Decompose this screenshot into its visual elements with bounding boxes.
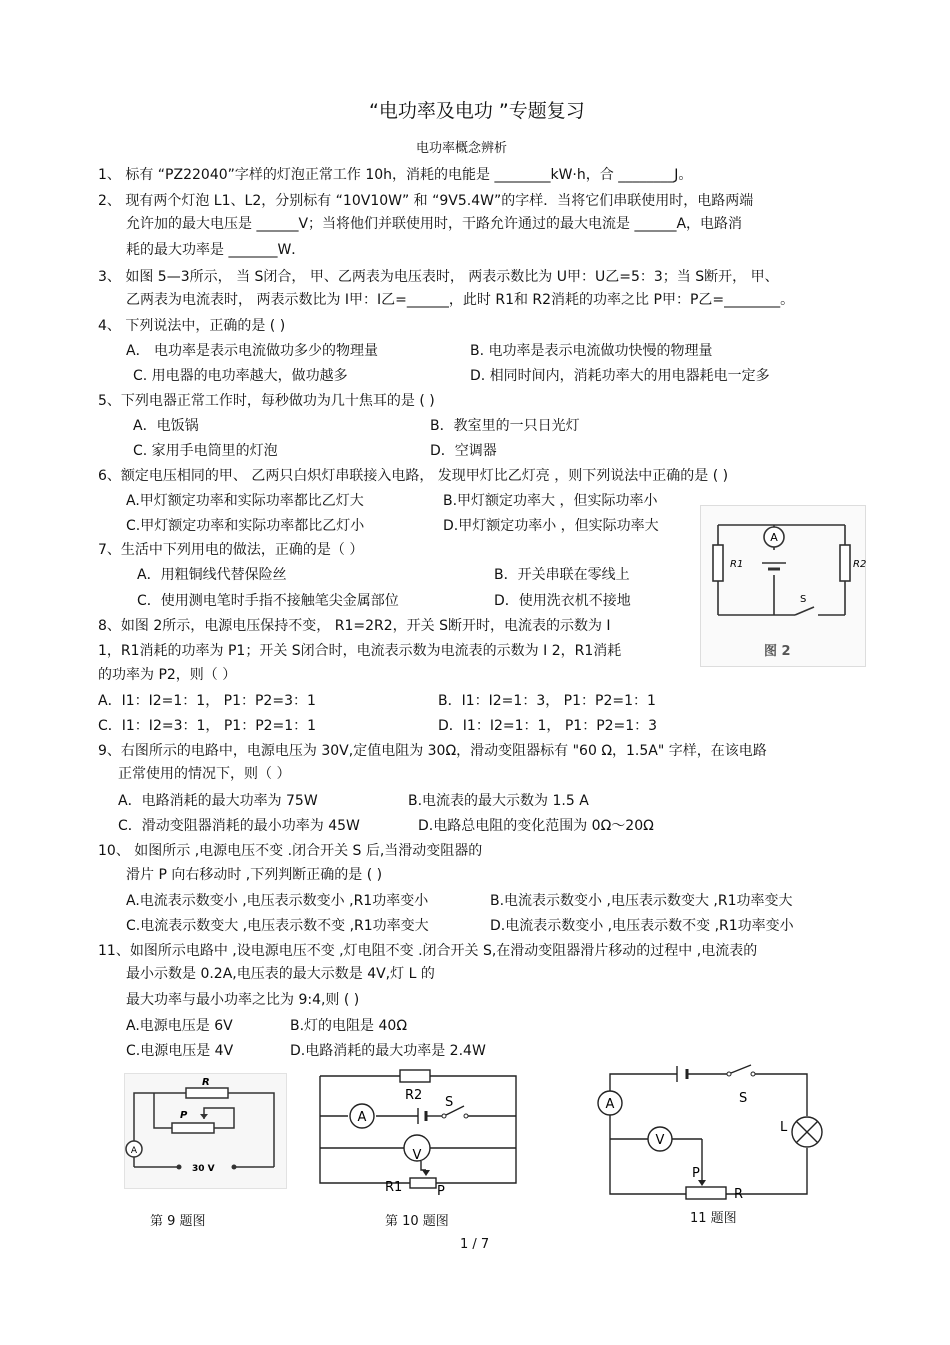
question-4: 4、 下列说法中，正确的是 ( ) <box>98 318 286 334</box>
question-6-option-b: B.甲灯额定功率大 ，但实际功率小 <box>443 493 658 509</box>
question-6-option-c: C.甲灯额定功率和实际功率都比乙灯小 <box>126 518 365 534</box>
lamp-symbol <box>792 1117 822 1147</box>
question-5-option-d: D．空调器 <box>430 443 497 459</box>
rheostat-body <box>686 1187 726 1199</box>
voltage-label: 30 V <box>192 1164 215 1174</box>
question-8-option-d: D．I1：I2=1：1， P1：P2=1：3 <box>438 718 658 734</box>
question-7-option-b: B．开关串联在零线上 <box>494 567 630 583</box>
figure-10-circuit <box>318 1068 518 1200</box>
question-11-line-3: 最大功率与最小功率之比为 9:4,则 ( ) <box>126 992 360 1008</box>
r2-label: R2 <box>405 1088 423 1103</box>
question-5-option-b: B．教室里的一只日光灯 <box>430 418 580 434</box>
figure-11-caption: 11 题图 <box>690 1211 737 1226</box>
r-label: R <box>202 1077 210 1088</box>
question-2-line-1: 2、 现有两个灯泡 L1、L2，分别标有 “10V10W” 和 “9V5.4W”的字样．当将它们串联使用时，电路两端 <box>98 193 754 209</box>
question-11-option-b: B.灯的电阻是 40Ω <box>290 1018 408 1034</box>
question-7-option-d: D．使用洗衣机不接地 <box>494 593 631 609</box>
switch-label: S <box>445 1095 454 1110</box>
question-5-option-a: A．电饭锅 <box>133 418 199 434</box>
r2-label: R2 <box>853 559 867 570</box>
r1-label: R1 <box>730 559 744 570</box>
question-11-option-a: A.电源电压是 6V <box>126 1018 233 1034</box>
question-5: 5、下列电器正常工作时，每秒做功为几十焦耳的是 ( ) <box>98 393 435 409</box>
question-7-option-a: A．用粗铜线代替保险丝 <box>137 567 287 583</box>
question-9-option-d: D.电路总电阻的变化范围为 0Ω～20Ω <box>418 818 654 834</box>
question-10-option-b: B.电流表示数变小 ,电压表示数变大 ,R1功率变大 <box>490 893 793 909</box>
r2-resistor <box>400 1070 430 1082</box>
figure-9-caption: 第 9 题图 <box>150 1214 206 1229</box>
figure-2-circuit <box>700 505 866 667</box>
battery-symbol <box>677 1066 687 1082</box>
question-2-line-3: 耗的最大功率是 _______W． <box>126 242 306 258</box>
rheostat-body <box>172 1123 214 1133</box>
p-label: P <box>180 1110 188 1121</box>
question-10-option-d: D.电流表示数变小 ,电压表示数不变 ,R1功率变小 <box>490 918 794 934</box>
question-11-line-2: 最小示数是 0.2A,电压表的最大示数是 4V,灯 L 的 <box>126 966 435 982</box>
figure-10-caption: 第 10 题图 <box>385 1214 449 1229</box>
switch-label: S <box>739 1091 748 1106</box>
question-4-option-c: C. 用电器的电功率越大，做功越多 <box>133 368 348 384</box>
page-number: 1 / 7 <box>460 1237 490 1252</box>
question-4-option-b: B. 电功率是表示电流做功快慢的物理量 <box>470 343 713 359</box>
question-6-option-d: D.甲灯额定功率小 ，但实际功率大 <box>443 518 659 534</box>
r1-label: R1 <box>385 1180 403 1195</box>
question-11-option-c: C.电源电压是 4V <box>126 1043 234 1059</box>
question-9-option-c: C．滑动变阻器消耗的最小功率为 45W <box>118 818 360 834</box>
figure-2-caption: 图 2 <box>764 644 791 659</box>
question-2-line-2: 允许加的最大电压是 ______V；当将他们并联使用时，干路允许通过的最大电流是 ______A，电路消 <box>126 216 743 232</box>
question-7-option-c: C．使用测电笔时手指不接触笔尖金属部位 <box>137 593 399 609</box>
voltmeter-label: V <box>412 1148 422 1163</box>
question-3-line-1: 3、 如图 5—3所示， 当 S闭合， 甲、乙两表为电压表时， 两表示数比为 U甲：U乙=5：3；当 S断开， 甲、 <box>98 269 779 285</box>
question-3-line-2: 乙两表为电流表时， 两表示数比为 I甲：I乙=______，此时 R1和 R2消耗的功率之比 P甲：P乙=________。 <box>126 292 795 308</box>
figure-11-circuit <box>592 1064 832 1200</box>
ammeter-label: A <box>605 1097 615 1112</box>
r2-resistor <box>840 545 850 581</box>
p-label: P <box>692 1166 700 1181</box>
switch-label: S <box>800 594 807 605</box>
r1-rheostat <box>410 1178 436 1188</box>
p-label: P <box>437 1184 445 1199</box>
ammeter-label: A <box>357 1110 367 1125</box>
question-8-option-b: B．I1：I2=1：3， P1：P2=1：1 <box>438 693 656 709</box>
question-10-line-1: 10、 如图所示 ,电源电压不变 .闭合开关 S 后,当滑动变阻器的 <box>98 843 483 859</box>
fixed-resistor <box>186 1088 228 1098</box>
section-subtitle: 电功率概念辨析 <box>416 141 508 156</box>
question-10-line-2: 滑片 P 向右移动时 ,下列判断正确的是 ( ) <box>126 867 383 883</box>
slider-arrow <box>422 1170 430 1176</box>
question-8-line-2: 1，R1消耗的功率为 P1；开关 S闭合时，电流表示数为电流表的示数为 I 2，R1消耗 <box>98 643 622 659</box>
r1-resistor <box>713 545 723 581</box>
lamp-label: L <box>780 1120 788 1135</box>
battery-symbol <box>418 1108 426 1124</box>
ammeter-label: A <box>770 531 778 544</box>
question-7: 7、生活中下列用电的做法，正确的是（ ） <box>98 542 364 558</box>
question-11-option-d: D.电路消耗的最大功率是 2.4W <box>290 1043 486 1059</box>
question-10-option-c: C.电流表示数变大 ,电压表示数不变 ,R1功率变大 <box>126 918 429 934</box>
voltmeter-label: V <box>655 1133 665 1148</box>
question-8-line-3: 的功率为 P2，则（ ） <box>98 667 237 683</box>
question-9-option-b: B.电流表的最大示数为 1.5 A <box>408 793 589 809</box>
question-5-option-c: C. 家用手电筒里的灯泡 <box>133 443 278 459</box>
figure-9-circuit <box>124 1073 287 1189</box>
question-4-option-a: A． 电功率是表示电流做功多少的物理量 <box>126 343 379 359</box>
question-9-option-a: A．电路消耗的最大功率为 75W <box>118 793 318 809</box>
question-9-line-1: 9、右图所示的电路中，电源电压为 30V,定值电阻为 30Ω，滑动变阻器标有 "60 Ω，1.5A" 字样，在该电路 <box>98 743 767 759</box>
question-6: 6、额定电压相同的甲、 乙两只白炽灯串联接入电路， 发现甲灯比乙灯亮 ，则下列说法中正确的是 ( ) <box>98 468 729 484</box>
question-9-line-2: 正常使用的情况下，则（ ） <box>118 766 291 782</box>
question-1: 1、 标有 “PZ22040”字样的灯泡正常工作 10h，消耗的电能是 ________kW·h，合 ________J。 <box>98 167 693 183</box>
page-title: “电功率及电功 ”专题复习 <box>369 100 585 122</box>
question-10-option-a: A.电流表示数变小 ,电压表示数变小 ,R1功率变小 <box>126 893 429 909</box>
question-8-option-a: A．I1：I2=1：1， P1：P2=3：1 <box>98 693 316 709</box>
question-8-line-1: 8、如图 2所示，电源电压保持不变， R1=2R2，开关 S断开时，电流表的示数为 I <box>98 618 611 634</box>
question-11-line-1: 11、如图所示电路中 ,设电源电压不变 ,灯电阻不变 .闭合开关 S,在滑动变阻器滑片移动的过程中 ,电流表的 <box>98 943 758 959</box>
r-label: R <box>734 1187 744 1202</box>
question-4-option-d: D. 相同时间内，消耗功率大的用电器耗电一定多 <box>470 368 770 384</box>
switch-blade <box>731 1065 751 1073</box>
ammeter-label: A <box>130 1146 138 1156</box>
question-6-option-a: A.甲灯额定功率和实际功率都比乙灯大 <box>126 493 364 509</box>
question-8-option-c: C．I1：I2=3：1， P1：P2=1：1 <box>98 718 317 734</box>
